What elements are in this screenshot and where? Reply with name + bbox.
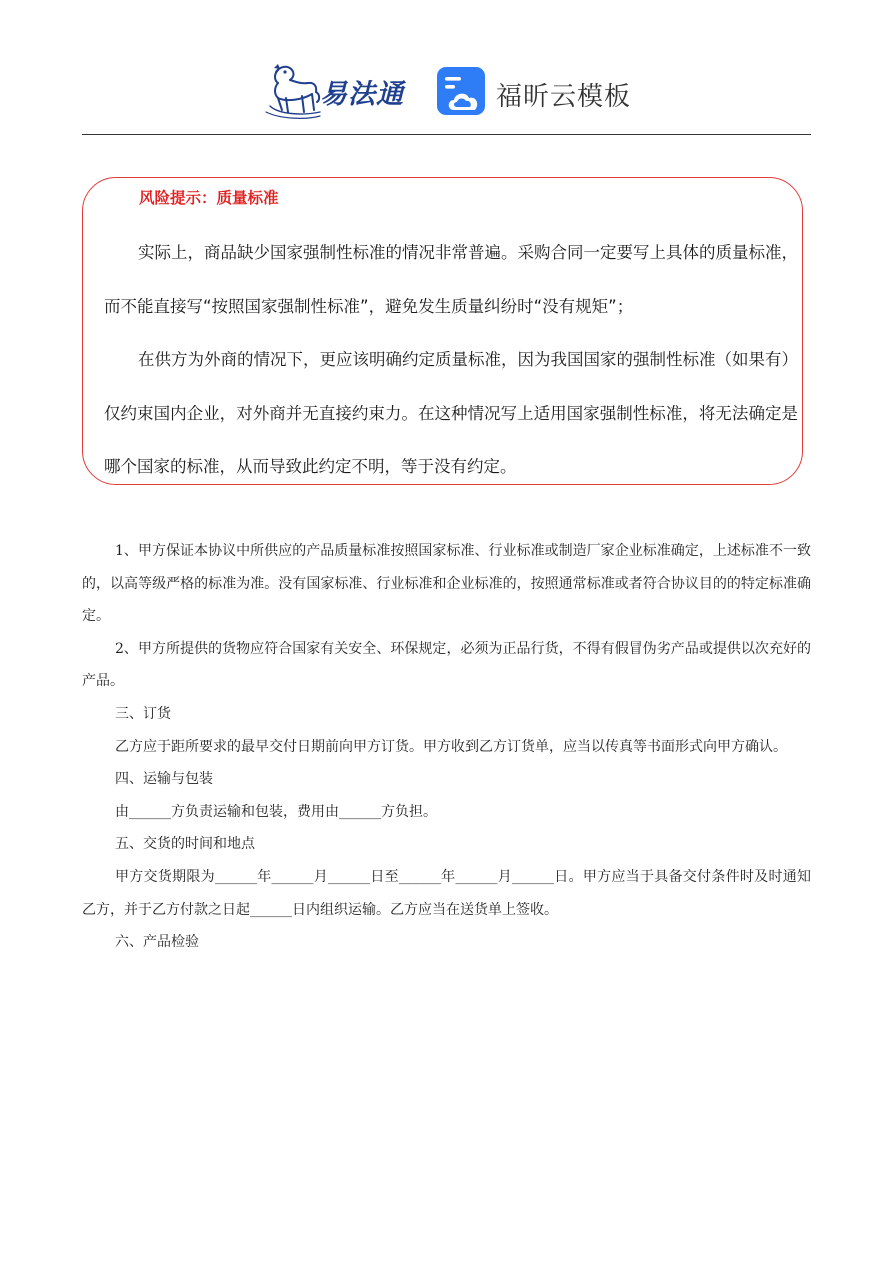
clause-paragraph: 甲方交货期限为______年______月______日至______年______月______日。甲方应当于具备交付条件时及时通知乙方，并于乙方付款之日起______日内组织运输。乙方应当在送货单上签收。: [82, 868, 811, 918]
yifatong-logo: [262, 62, 412, 120]
page-header: [0, 60, 893, 124]
section-heading: 三、订货: [115, 705, 171, 722]
risk-tip-box: [82, 177, 803, 485]
clause-paragraph: 2、甲方所提供的货物应符合国家有关安全、环保规定，必须为正品行货，不得有假冒伪劣产品或提供以次充好的产品。: [82, 640, 811, 690]
yifatong-logo-text: 易法通: [320, 79, 404, 110]
clause-paragraph: 1、甲方保证本协议中所供应的产品质量标准按照国家标准、行业标准或制造厂家企业标准确定，上述标准不一致的，以高等级严格的标准为准。没有国家标准、行业标准和企业标准的，按照通常标准或者符合协议目的的特定标准确定。: [82, 543, 811, 625]
header-divider: [82, 134, 811, 135]
horse-icon: [262, 62, 322, 120]
fuxin-logo: [436, 66, 636, 118]
cloud-doc-icon: [436, 66, 488, 118]
clause-paragraph: 乙方应于距所要求的最早交付日期前向甲方订货。甲方收到乙方订货单，应当以传真等书面形式向甲方确认。: [115, 738, 787, 755]
section-heading: 五、交货的时间和地点: [115, 836, 255, 853]
section-heading: 四、运输与包装: [115, 771, 213, 788]
section-heading: 六、产品检验: [115, 934, 199, 951]
risk-tip-paragraph: 实际上，商品缺少国家强制性标准的情况非常普遍。采购合同一定要写上具体的质量标准，而不能直接写“按照国家强制性标准”，避免发生质量纠纷时“没有规矩”；: [104, 243, 798, 316]
risk-tip-paragraph: 在供方为外商的情况下，更应该明确约定质量标准，因为我国国家的强制性标准（如果有）仅约束国内企业，对外商并无直接约束力。在这种情况写上适用国家强制性标准，将无法确定是哪个国家的标准，从而导致此约定不明，等于没有约定。: [104, 350, 798, 476]
risk-tip-title: 风险提示：质量标准: [139, 189, 279, 207]
fuxin-logo-text: 福昕云模板: [496, 82, 632, 112]
clause-paragraph: 由______方负责运输和包装，费用由______方负担。: [115, 803, 437, 820]
risk-tip-body: [104, 226, 798, 494]
contract-body: [82, 535, 811, 959]
